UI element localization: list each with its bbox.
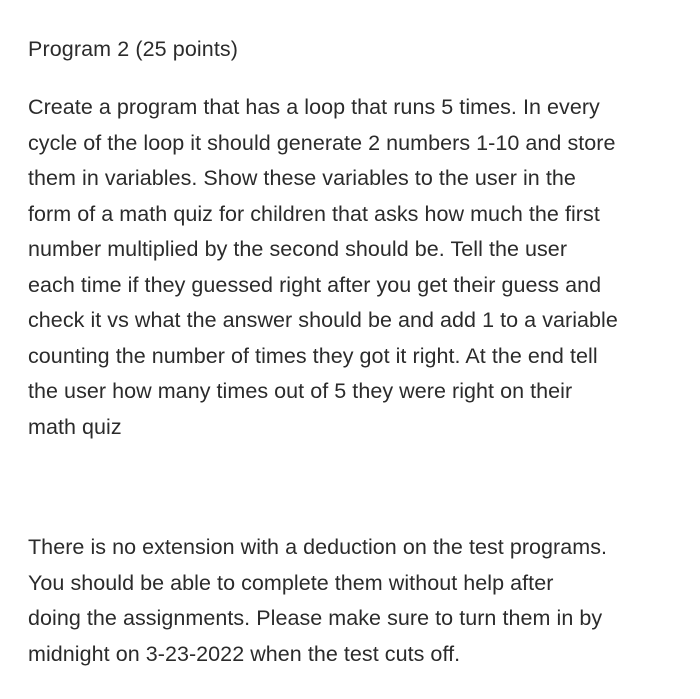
text-line: each time if they guessed right after you get their guess and <box>28 272 602 297</box>
text-line: math quiz <box>28 414 122 439</box>
document-title: Program 2 (25 points) <box>28 37 239 61</box>
deadline-paragraph <box>28 530 607 672</box>
instructions-paragraph <box>28 90 618 445</box>
text-line: form of a math quiz for children that asks how much the first <box>28 201 600 226</box>
text-line: the user how many times out of 5 they were right on their <box>28 379 573 403</box>
text-line: counting the number of times they got it right. At the end tell <box>28 343 598 368</box>
text-line: You should be able to complete them without help after <box>28 570 554 595</box>
text-line: Create a program that has a loop that runs 5 times. In every <box>28 95 600 119</box>
text-line: midnight on 3-23-2022 when the test cuts off. <box>28 641 461 666</box>
text-line: number multiplied by the second should be. Tell the user <box>28 237 568 261</box>
text-line: cycle of the loop it should generate 2 numbers 1-10 and store <box>28 130 616 155</box>
text-line: them in variables. Show these variables to the user in the <box>28 166 576 190</box>
text-line: check it vs what the answer should be and add 1 to a variable <box>28 308 618 332</box>
text-line: There is no extension with a deduction on the test programs. <box>28 535 608 559</box>
text-line: doing the assignments. Please make sure to turn them in by <box>28 606 603 630</box>
